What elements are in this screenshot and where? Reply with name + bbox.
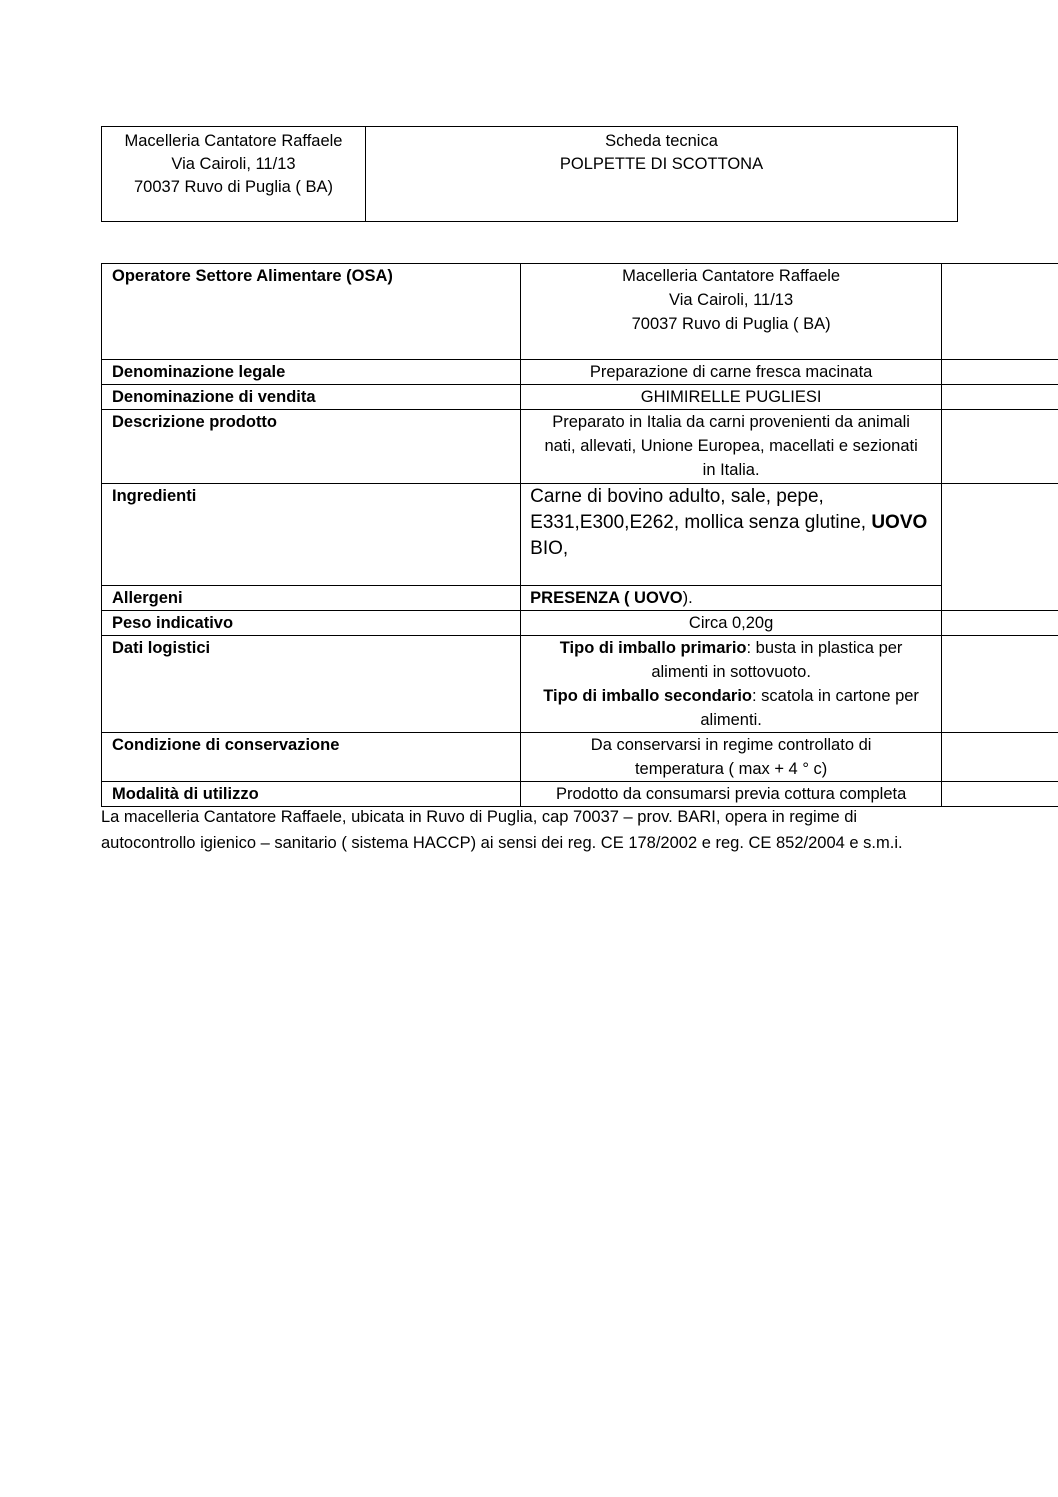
allergens-label: Allergeni: [102, 586, 521, 611]
ingredients-value: [521, 484, 942, 586]
osa-label: [102, 264, 521, 360]
table-row-logistics: [102, 636, 1058, 733]
extra-cell: [942, 782, 1058, 807]
description-line-3: in Italia.: [702, 461, 760, 479]
ingredients-line-3: BIO,: [530, 538, 569, 559]
logistics-secondary-title: Tipo di imballo secondario: [543, 687, 752, 705]
ingredients-line-1: Carne di bovino adulto, sale, pepe,: [530, 486, 824, 507]
extra-cell: [942, 385, 1058, 410]
table-row-allergens: [102, 586, 1058, 611]
sales-name-label: Denominazione di vendita: [102, 385, 521, 410]
document-heading: [366, 127, 957, 221]
legal-name-value: Preparazione di carne fresca macinata: [521, 360, 942, 385]
table-row-ingredients: [102, 484, 1058, 586]
logistics-primary-title: Tipo di imballo primario: [559, 639, 747, 657]
haccp-line-1: La macelleria Cantatore Raffaele, ubicata in Ruvo di Puglia, cap 70037 – prov. BARI, opera in regime di: [101, 808, 858, 826]
usage-label: Modalità di utilizzo: [102, 782, 521, 807]
logistics-primary-line-2: alimenti in sottovuoto.: [651, 663, 811, 681]
storage-line-1: Da conservarsi in regime controllato di: [590, 736, 872, 754]
table-row-storage: [102, 733, 1058, 782]
description-line-2: nati, allevati, Unione Europea, macellati e sezionati: [544, 437, 918, 455]
table-row-usage: [102, 782, 1058, 807]
allergens-bold: PRESENZA ( UOVO: [530, 589, 683, 607]
osa-line-2: Via Cairoli, 11/13: [669, 291, 794, 309]
table-row-description: [102, 410, 1058, 484]
ingredients-line-2-text: E331,E300,E262, mollica senza glutine,: [530, 512, 872, 533]
ingredients-label: Ingredienti: [102, 484, 521, 586]
extra-cell: [942, 484, 1058, 611]
product-name: POLPETTE DI SCOTTONA: [559, 155, 764, 173]
company-name: Macelleria Cantatore Raffaele: [124, 132, 343, 150]
osa-value: [521, 264, 942, 360]
company-street: Via Cairoli, 11/13: [171, 155, 296, 173]
haccp-line-2: autocontrollo igienico – sanitario ( sistema HACCP) ai sensi dei reg. CE 178/2002 e reg. CE 852/2004 e s.m.i.: [101, 834, 903, 852]
product-spec-table: [101, 263, 1058, 807]
doc-title: Scheda tecnica: [605, 132, 718, 150]
description-value: [521, 410, 942, 484]
extra-cell: [942, 636, 1058, 733]
osa-label-text: Operatore Settore Alimentare (OSA): [112, 267, 393, 285]
logistics-secondary-text: : scatola in cartone per: [752, 687, 919, 705]
header-box: [101, 126, 958, 222]
storage-line-2: temperatura ( max + 4 ° c): [634, 760, 828, 778]
weight-value: Circa 0,20g: [521, 611, 942, 636]
table-row-weight: [102, 611, 1058, 636]
extra-cell: [942, 733, 1058, 782]
legal-name-label: Denominazione legale: [102, 360, 521, 385]
table-row-sales-name: [102, 385, 1058, 410]
logistics-primary-line-1: [527, 636, 935, 660]
haccp-statement: [101, 804, 981, 856]
logistics-value: [521, 636, 942, 733]
weight-label: Peso indicativo: [102, 611, 521, 636]
logistics-label: Dati logistici: [102, 636, 521, 733]
storage-value: [521, 733, 942, 782]
usage-value: Prodotto da consumarsi previa cottura completa: [521, 782, 942, 807]
osa-line-3: 70037 Ruvo di Puglia ( BA): [631, 315, 831, 333]
storage-label: Condizione di conservazione: [102, 733, 521, 782]
company-city: 70037 Ruvo di Puglia ( BA): [133, 178, 334, 196]
allergens-suffix: ).: [682, 589, 693, 607]
ingredients-allergen-uovo: UOVO: [871, 512, 928, 533]
sales-name-value: GHIMIRELLE PUGLIESI: [521, 385, 942, 410]
extra-cell: [942, 360, 1058, 385]
logistics-secondary-line-2: alimenti.: [700, 711, 762, 729]
company-info: [102, 127, 366, 221]
logistics-secondary-line-1: [527, 684, 935, 708]
allergens-value: [521, 586, 942, 611]
ingredients-line-2: [530, 510, 941, 536]
osa-line-1: Macelleria Cantatore Raffaele: [622, 267, 841, 285]
table-row-osa: [102, 264, 1058, 360]
extra-cell: [942, 410, 1058, 484]
table-row-legal-name: [102, 360, 1058, 385]
extra-cell: [942, 264, 1058, 360]
logistics-primary-text: : busta in plastica per: [746, 639, 903, 657]
extra-cell: [942, 611, 1058, 636]
description-line-1: Preparato in Italia da carni provenienti da animali: [552, 413, 910, 431]
description-label: Descrizione prodotto: [102, 410, 521, 484]
